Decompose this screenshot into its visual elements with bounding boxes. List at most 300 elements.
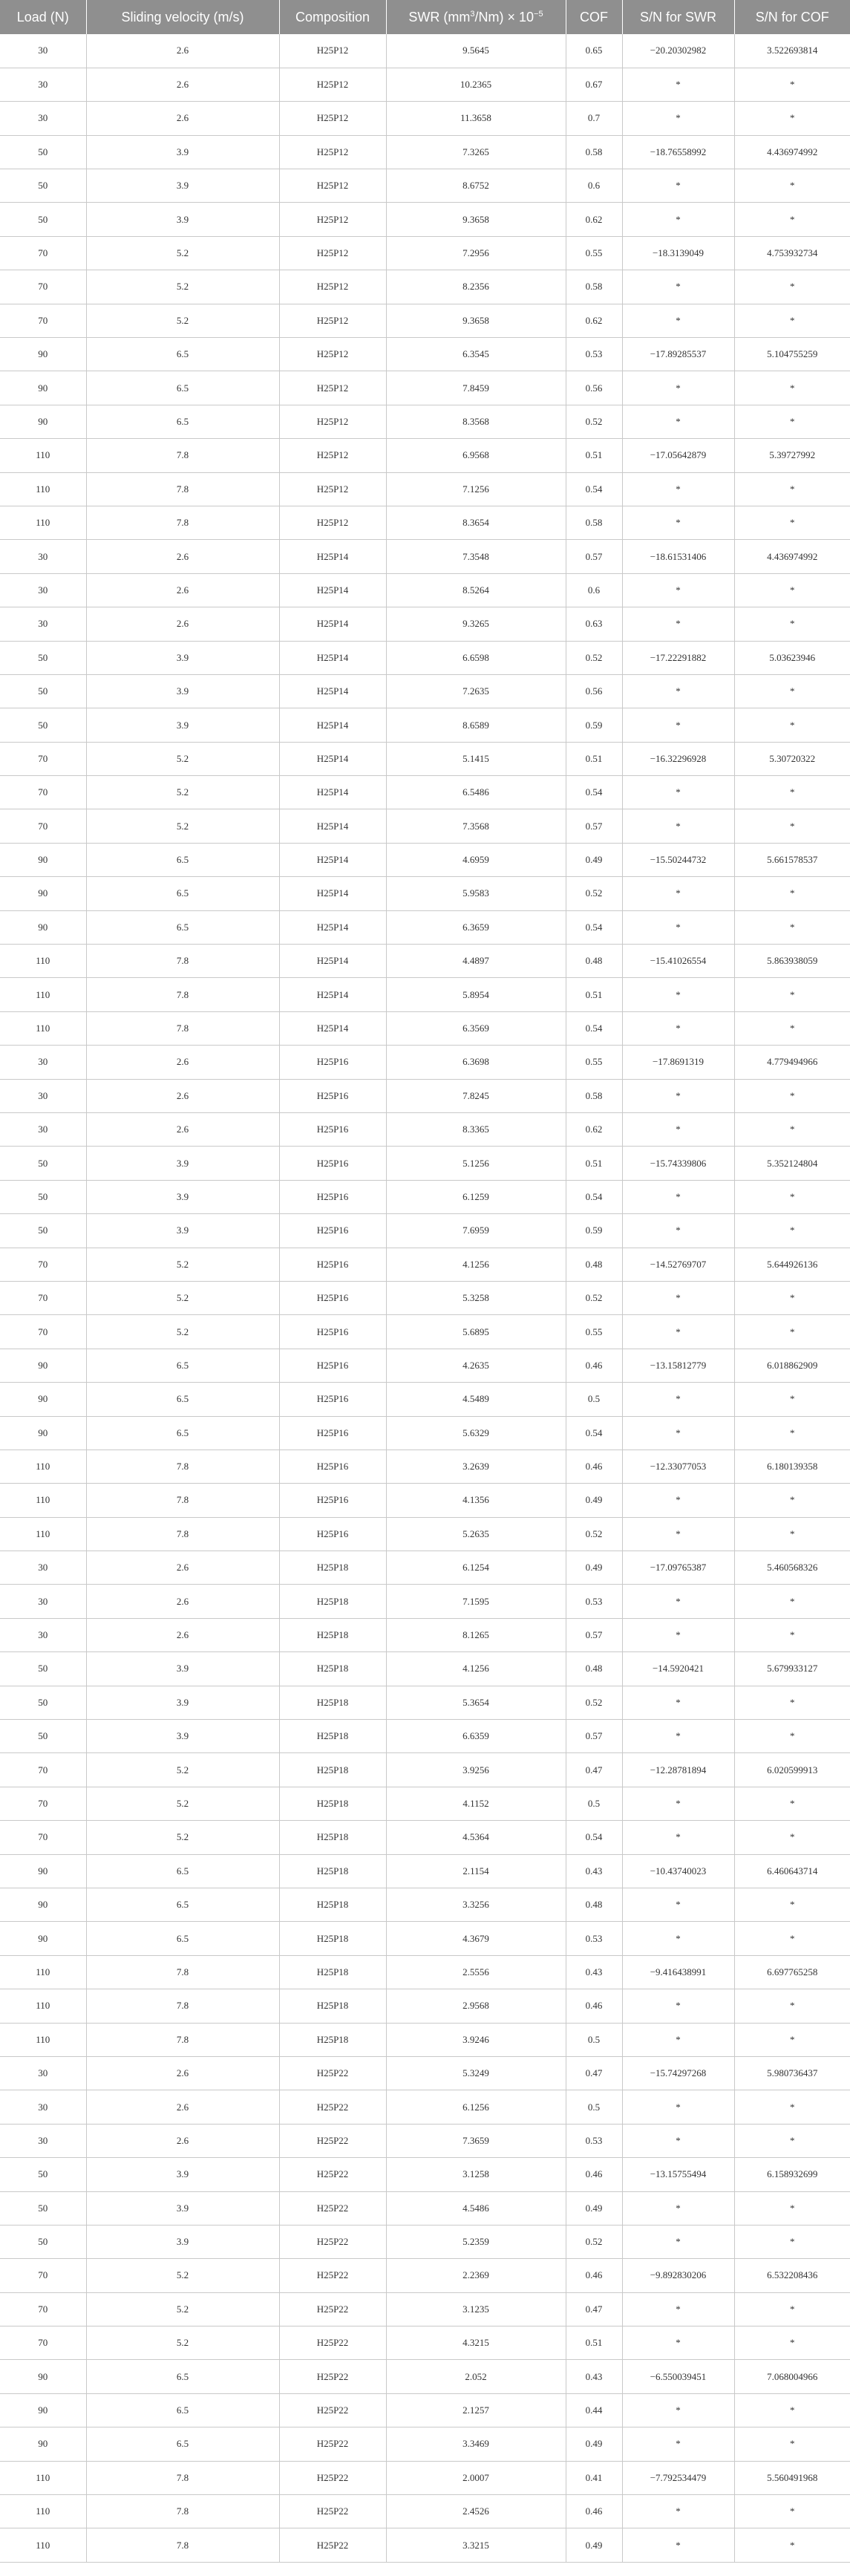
cell-sn-cof: 5.03623946 [734, 641, 850, 674]
cell-cof: 0.58 [566, 506, 622, 539]
cell-load: 90 [0, 405, 86, 438]
cell-sn-swr: −12.28781894 [622, 1753, 734, 1787]
cell-sn-cof: * [734, 2393, 850, 2427]
cell-cof: 0.53 [566, 2124, 622, 2157]
cell-composition: H25P12 [279, 270, 386, 304]
table-row [0, 1787, 850, 1820]
cell-sn-swr: * [622, 472, 734, 506]
cell-load: 110 [0, 978, 86, 1011]
cell-load: 50 [0, 1652, 86, 1686]
cell-swr: 5.6895 [386, 1315, 566, 1349]
cell-sn-swr: * [622, 607, 734, 641]
cell-load: 50 [0, 1214, 86, 1248]
cell-composition: H25P14 [279, 708, 386, 742]
cell-composition: H25P22 [279, 2090, 386, 2124]
cell-velocity: 6.5 [86, 1922, 279, 1955]
cell-composition: H25P18 [279, 1955, 386, 1989]
cell-cof: 0.62 [566, 304, 622, 337]
cell-velocity: 5.2 [86, 270, 279, 304]
cell-swr: 6.1254 [386, 1551, 566, 1585]
cell-composition: H25P12 [279, 102, 386, 135]
cell-swr: 4.4897 [386, 945, 566, 978]
cell-cof: 0.47 [566, 1753, 622, 1787]
cell-velocity: 2.6 [86, 1551, 279, 1585]
cell-cof: 0.67 [566, 68, 622, 101]
cell-cof: 0.51 [566, 1147, 622, 1180]
cell-sn-cof: * [734, 1922, 850, 1955]
table-row [0, 1315, 850, 1349]
cell-composition: H25P18 [279, 1922, 386, 1955]
header-swr-sup2: −5 [534, 9, 543, 19]
cell-sn-swr: −15.41026554 [622, 945, 734, 978]
cell-swr: 3.2639 [386, 1450, 566, 1483]
cell-velocity: 3.9 [86, 1720, 279, 1753]
cell-sn-cof: * [734, 1888, 850, 1921]
cell-load: 110 [0, 1955, 86, 1989]
cell-cof: 0.65 [566, 34, 622, 68]
table-row [0, 2191, 850, 2225]
cell-swr: 7.1595 [386, 1585, 566, 1618]
cell-sn-swr: * [622, 1922, 734, 1955]
cell-velocity: 5.2 [86, 2326, 279, 2360]
cell-cof: 0.53 [566, 338, 622, 371]
cell-sn-cof: * [734, 1383, 850, 1416]
cell-velocity: 2.6 [86, 2056, 279, 2090]
cell-load: 30 [0, 1079, 86, 1112]
cell-load: 110 [0, 1011, 86, 1045]
cell-load: 50 [0, 1686, 86, 1719]
table-row [0, 2461, 850, 2494]
cell-sn-swr: −7.792534479 [622, 2461, 734, 2494]
cell-sn-cof: 4.436974992 [734, 540, 850, 573]
cell-load: 110 [0, 1989, 86, 2023]
table-row [0, 1484, 850, 1517]
cell-velocity: 7.8 [86, 439, 279, 472]
cell-cof: 0.48 [566, 1888, 622, 1921]
cell-sn-cof: 7.068004966 [734, 2360, 850, 2393]
cell-velocity: 2.6 [86, 1618, 279, 1651]
cell-sn-cof: * [734, 2191, 850, 2225]
cell-sn-swr: * [622, 1416, 734, 1450]
cell-velocity: 3.9 [86, 674, 279, 708]
cell-sn-cof: * [734, 978, 850, 1011]
table-row [0, 877, 850, 910]
cell-velocity: 2.6 [86, 1113, 279, 1147]
cell-sn-cof: * [734, 1989, 850, 2023]
cell-cof: 0.55 [566, 1315, 622, 1349]
cell-sn-cof: 5.560491968 [734, 2461, 850, 2494]
cell-cof: 0.43 [566, 1854, 622, 1888]
cell-cof: 0.59 [566, 1214, 622, 1248]
cell-sn-cof: * [734, 776, 850, 809]
cell-sn-swr: * [622, 1079, 734, 1112]
cell-swr: 9.3658 [386, 304, 566, 337]
cell-sn-cof: * [734, 910, 850, 944]
cell-sn-swr: * [622, 1484, 734, 1517]
cell-sn-swr: −12.33077053 [622, 1450, 734, 1483]
cell-cof: 0.51 [566, 2326, 622, 2360]
cell-sn-swr: * [622, 978, 734, 1011]
cell-sn-cof: * [734, 674, 850, 708]
table-row [0, 1011, 850, 1045]
cell-cof: 0.57 [566, 540, 622, 573]
cell-velocity: 3.9 [86, 2191, 279, 2225]
cell-sn-cof: * [734, 1787, 850, 1820]
cell-cof: 0.48 [566, 1248, 622, 1281]
cell-composition: H25P16 [279, 1450, 386, 1483]
cell-swr: 4.1152 [386, 1787, 566, 1820]
cell-swr: 9.5645 [386, 34, 566, 68]
cell-sn-cof: 4.753932734 [734, 236, 850, 270]
cell-load: 50 [0, 203, 86, 236]
cell-load: 70 [0, 236, 86, 270]
cell-load: 70 [0, 1248, 86, 1281]
cell-load: 110 [0, 472, 86, 506]
cell-composition: H25P16 [279, 1079, 386, 1112]
table-row [0, 1383, 850, 1416]
cell-velocity: 6.5 [86, 1888, 279, 1921]
cell-velocity: 7.8 [86, 945, 279, 978]
cell-sn-swr: * [622, 2326, 734, 2360]
cell-swr: 8.6589 [386, 708, 566, 742]
cell-sn-cof: * [734, 1416, 850, 1450]
cell-composition: H25P12 [279, 135, 386, 169]
table-row [0, 1046, 850, 1079]
header-sliding-velocity: Sliding velocity (m/s) [86, 0, 279, 34]
cell-sn-swr: * [622, 68, 734, 101]
cell-sn-cof: 4.436974992 [734, 135, 850, 169]
cell-composition: H25P12 [279, 34, 386, 68]
table-row [0, 1349, 850, 1382]
cell-sn-swr: * [622, 405, 734, 438]
table-row [0, 641, 850, 674]
cell-composition: H25P22 [279, 2360, 386, 2393]
cell-load: 30 [0, 1046, 86, 1079]
cell-load: 30 [0, 68, 86, 101]
cell-cof: 0.52 [566, 641, 622, 674]
table-row [0, 102, 850, 135]
cell-composition: H25P12 [279, 439, 386, 472]
cell-swr: 7.3265 [386, 135, 566, 169]
cell-swr: 9.3265 [386, 607, 566, 641]
table-row [0, 1686, 850, 1719]
cell-composition: H25P12 [279, 506, 386, 539]
table-row [0, 270, 850, 304]
table-row [0, 1079, 850, 1112]
cell-cof: 0.54 [566, 776, 622, 809]
cell-load: 110 [0, 1450, 86, 1483]
cell-velocity: 3.9 [86, 2225, 279, 2258]
cell-swr: 8.3365 [386, 1113, 566, 1147]
cell-swr: 5.6329 [386, 1416, 566, 1450]
cell-velocity: 2.6 [86, 68, 279, 101]
cell-velocity: 2.6 [86, 1079, 279, 1112]
cell-velocity: 7.8 [86, 2528, 279, 2562]
cell-sn-cof: * [734, 270, 850, 304]
cell-cof: 0.46 [566, 1349, 622, 1382]
table-row [0, 910, 850, 944]
cell-sn-swr: * [622, 1888, 734, 1921]
cell-sn-cof: * [734, 1180, 850, 1213]
table-row [0, 1922, 850, 1955]
table-row [0, 945, 850, 978]
cell-sn-swr: * [622, 2124, 734, 2157]
cell-load: 90 [0, 2393, 86, 2427]
cell-swr: 7.8459 [386, 371, 566, 405]
cell-velocity: 2.6 [86, 540, 279, 573]
cell-load: 30 [0, 102, 86, 135]
cell-swr: 5.3258 [386, 1281, 566, 1314]
cell-sn-swr: * [622, 304, 734, 337]
cell-sn-swr: −18.3139049 [622, 236, 734, 270]
cell-velocity: 7.8 [86, 2461, 279, 2494]
cell-composition: H25P14 [279, 843, 386, 876]
cell-load: 110 [0, 2495, 86, 2528]
cell-swr: 5.8954 [386, 978, 566, 1011]
cell-sn-cof: * [734, 304, 850, 337]
cell-composition: H25P22 [279, 2056, 386, 2090]
cell-composition: H25P16 [279, 1147, 386, 1180]
cell-load: 90 [0, 2427, 86, 2461]
cell-swr: 6.6598 [386, 641, 566, 674]
cell-composition: H25P18 [279, 1821, 386, 1854]
cell-velocity: 6.5 [86, 1854, 279, 1888]
table-row [0, 2056, 850, 2090]
cell-sn-swr: −18.61531406 [622, 540, 734, 573]
cell-velocity: 6.5 [86, 877, 279, 910]
table-row [0, 405, 850, 438]
table-row [0, 2292, 850, 2326]
cell-swr: 6.3698 [386, 1046, 566, 1079]
cell-sn-cof: * [734, 1214, 850, 1248]
cell-load: 90 [0, 1383, 86, 1416]
cell-swr: 3.3256 [386, 1888, 566, 1921]
cell-composition: H25P16 [279, 1046, 386, 1079]
table-row [0, 68, 850, 101]
cell-cof: 0.56 [566, 371, 622, 405]
cell-sn-swr: * [622, 1011, 734, 1045]
cell-load: 90 [0, 877, 86, 910]
table-row [0, 506, 850, 539]
table-row [0, 1955, 850, 1989]
cell-cof: 0.46 [566, 1450, 622, 1483]
cell-composition: H25P22 [279, 2326, 386, 2360]
cell-swr: 6.3659 [386, 910, 566, 944]
cell-composition: H25P12 [279, 68, 386, 101]
cell-load: 90 [0, 843, 86, 876]
cell-swr: 5.2635 [386, 1517, 566, 1551]
cell-swr: 2.4526 [386, 2495, 566, 2528]
cell-cof: 0.46 [566, 2495, 622, 2528]
cell-composition: H25P22 [279, 2191, 386, 2225]
cell-swr: 2.1154 [386, 1854, 566, 1888]
cell-composition: H25P12 [279, 203, 386, 236]
cell-sn-swr: −17.89285537 [622, 338, 734, 371]
cell-composition: H25P22 [279, 2528, 386, 2562]
cell-load: 90 [0, 1922, 86, 1955]
cell-swr: 8.3654 [386, 506, 566, 539]
cell-composition: H25P18 [279, 1720, 386, 1753]
cell-cof: 0.57 [566, 809, 622, 843]
cell-cof: 0.5 [566, 2090, 622, 2124]
cell-cof: 0.6 [566, 573, 622, 607]
cell-cof: 0.54 [566, 1416, 622, 1450]
cell-sn-swr: * [622, 2023, 734, 2056]
cell-velocity: 5.2 [86, 1821, 279, 1854]
cell-velocity: 7.8 [86, 1955, 279, 1989]
cell-swr: 10.2365 [386, 68, 566, 101]
cell-load: 70 [0, 304, 86, 337]
cell-swr: 3.3215 [386, 2528, 566, 2562]
table-row [0, 371, 850, 405]
cell-swr: 4.2635 [386, 1349, 566, 1382]
table-row [0, 2158, 850, 2191]
cell-sn-swr: * [622, 2090, 734, 2124]
cell-swr: 6.9568 [386, 439, 566, 472]
cell-composition: H25P22 [279, 2393, 386, 2427]
cell-cof: 0.63 [566, 607, 622, 641]
cell-composition: H25P12 [279, 304, 386, 337]
cell-composition: H25P18 [279, 1854, 386, 1888]
cell-load: 70 [0, 1315, 86, 1349]
cell-composition: H25P22 [279, 2427, 386, 2461]
table-row [0, 135, 850, 169]
cell-sn-cof: * [734, 203, 850, 236]
cell-sn-cof: * [734, 2225, 850, 2258]
cell-swr: 2.052 [386, 2360, 566, 2393]
cell-load: 30 [0, 1113, 86, 1147]
cell-cof: 0.52 [566, 1686, 622, 1719]
table-row [0, 1753, 850, 1787]
cell-composition: H25P18 [279, 1652, 386, 1686]
cell-composition: H25P12 [279, 338, 386, 371]
cell-sn-cof: 6.020599913 [734, 1753, 850, 1787]
cell-composition: H25P18 [279, 1585, 386, 1618]
cell-swr: 7.3568 [386, 809, 566, 843]
cell-cof: 0.53 [566, 1922, 622, 1955]
cell-composition: H25P14 [279, 540, 386, 573]
cell-load: 30 [0, 2124, 86, 2157]
cell-velocity: 6.5 [86, 2360, 279, 2393]
cell-cof: 0.58 [566, 1079, 622, 1112]
cell-swr: 7.2956 [386, 236, 566, 270]
cell-cof: 0.54 [566, 1011, 622, 1045]
cell-sn-swr: * [622, 1686, 734, 1719]
cell-velocity: 2.6 [86, 2124, 279, 2157]
table-row [0, 1214, 850, 1248]
cell-sn-swr: * [622, 2225, 734, 2258]
cell-load: 70 [0, 809, 86, 843]
cell-sn-cof: * [734, 1281, 850, 1314]
cell-velocity: 3.9 [86, 1686, 279, 1719]
cell-velocity: 6.5 [86, 1416, 279, 1450]
cell-cof: 0.59 [566, 708, 622, 742]
cell-sn-cof: * [734, 2495, 850, 2528]
cell-sn-cof: * [734, 2124, 850, 2157]
table-row [0, 674, 850, 708]
table-row [0, 34, 850, 68]
cell-cof: 0.52 [566, 877, 622, 910]
cell-sn-cof: * [734, 1720, 850, 1753]
cell-velocity: 5.2 [86, 2292, 279, 2326]
table-row [0, 236, 850, 270]
cell-sn-cof: * [734, 1585, 850, 1618]
cell-swr: 4.5364 [386, 1821, 566, 1854]
cell-composition: H25P18 [279, 1888, 386, 1921]
cell-sn-swr: * [622, 506, 734, 539]
header-swr [386, 0, 566, 34]
cell-sn-cof: 6.460643714 [734, 1854, 850, 1888]
cell-cof: 0.57 [566, 1720, 622, 1753]
cell-composition: H25P16 [279, 1383, 386, 1416]
table-row [0, 203, 850, 236]
cell-sn-cof: * [734, 506, 850, 539]
header-sn-cof: S/N for COF [755, 9, 829, 25]
cell-sn-swr: * [622, 2528, 734, 2562]
cell-swr: 3.9246 [386, 2023, 566, 2056]
cell-load: 50 [0, 674, 86, 708]
cell-velocity: 2.6 [86, 34, 279, 68]
table-row [0, 1585, 850, 1618]
cell-sn-swr: −15.74339806 [622, 1147, 734, 1180]
cell-sn-swr: * [622, 910, 734, 944]
table-row [0, 708, 850, 742]
table-row [0, 1248, 850, 1281]
table-header [0, 0, 850, 34]
cell-cof: 0.53 [566, 1585, 622, 1618]
cell-sn-swr: * [622, 2191, 734, 2225]
cell-velocity: 6.5 [86, 371, 279, 405]
table-body [0, 34, 850, 2562]
cell-velocity: 7.8 [86, 1484, 279, 1517]
cell-cof: 0.51 [566, 439, 622, 472]
cell-cof: 0.49 [566, 843, 622, 876]
cell-sn-cof: 5.460568326 [734, 1551, 850, 1585]
table-row [0, 540, 850, 573]
cell-cof: 0.54 [566, 472, 622, 506]
cell-cof: 0.5 [566, 2023, 622, 2056]
cell-cof: 0.49 [566, 1551, 622, 1585]
cell-velocity: 7.8 [86, 506, 279, 539]
cell-swr: 3.3469 [386, 2427, 566, 2461]
cell-load: 50 [0, 708, 86, 742]
header-load: Load (N) [0, 0, 86, 34]
cell-velocity: 5.2 [86, 742, 279, 775]
cell-sn-cof: 5.679933127 [734, 1652, 850, 1686]
cell-cof: 0.57 [566, 1618, 622, 1651]
cell-swr: 5.1415 [386, 742, 566, 775]
cell-composition: H25P16 [279, 1349, 386, 1382]
table-row [0, 2495, 850, 2528]
table-row [0, 2360, 850, 2393]
cell-load: 70 [0, 1753, 86, 1787]
cell-sn-cof: * [734, 102, 850, 135]
cell-sn-swr: −17.8691319 [622, 1046, 734, 1079]
table-row [0, 607, 850, 641]
cell-load: 50 [0, 169, 86, 203]
cell-load: 90 [0, 1349, 86, 1382]
cell-cof: 0.47 [566, 2292, 622, 2326]
cell-composition: H25P18 [279, 1989, 386, 2023]
cell-swr: 4.5489 [386, 1383, 566, 1416]
cell-velocity: 3.9 [86, 1652, 279, 1686]
cell-composition: H25P14 [279, 607, 386, 641]
cell-composition: H25P22 [279, 2124, 386, 2157]
table-row [0, 2225, 850, 2258]
cell-sn-swr: * [622, 1315, 734, 1349]
cell-sn-cof: * [734, 1618, 850, 1651]
cell-composition: H25P18 [279, 1753, 386, 1787]
